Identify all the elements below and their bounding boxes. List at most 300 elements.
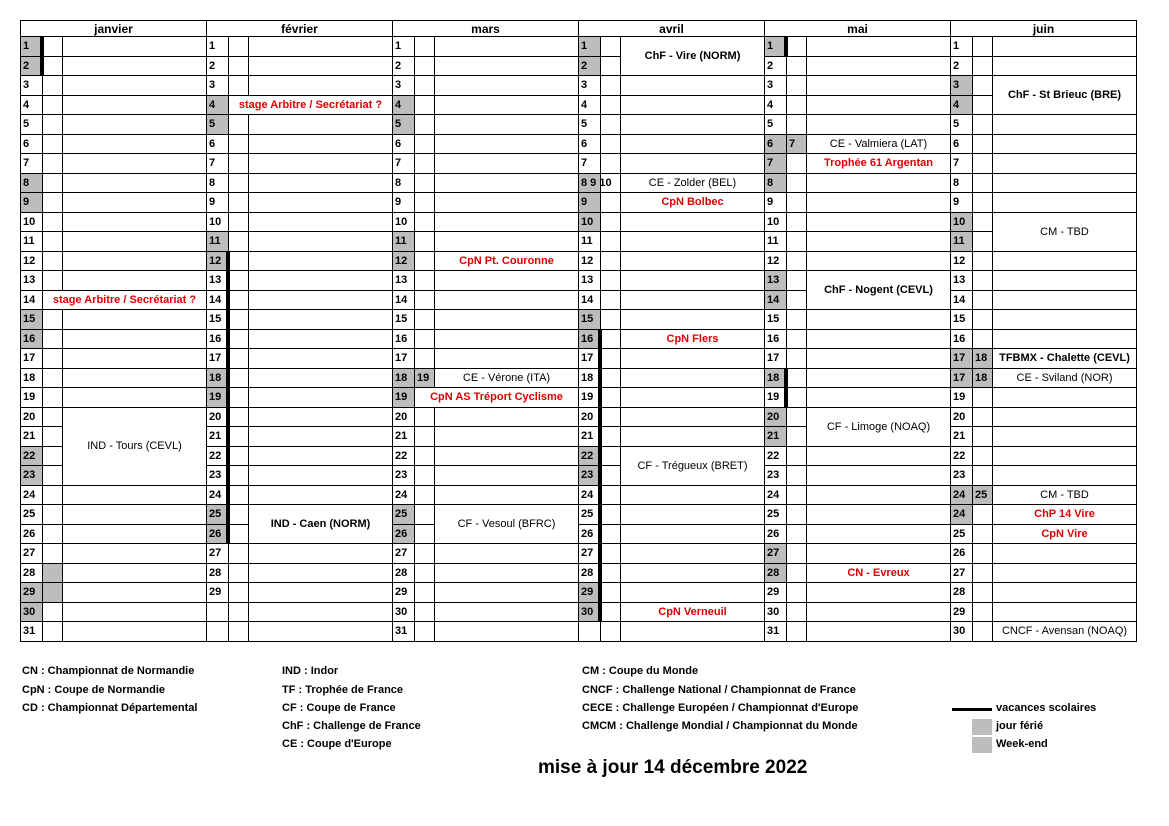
day-sub [414,75,435,96]
day-number: 14 [20,290,43,311]
day-sub [786,56,807,77]
day-sub [972,192,993,213]
empty-slot [248,251,393,272]
day-number: 5 [764,114,787,135]
day-sub [600,621,621,642]
day-sub [600,290,621,311]
legend-weekend: Week-end [996,738,1048,750]
day-number: 1 [206,36,229,57]
empty-slot [806,368,951,389]
empty-slot [620,270,765,291]
day-sub [786,153,807,174]
day-sub [42,153,63,174]
day-number: 12 [950,251,973,272]
day-number: 20 [578,407,601,428]
day-number: 23 [206,465,229,486]
empty-slot [248,368,393,389]
day-sub [600,114,621,135]
day-sub [786,426,807,447]
day-sub [42,485,63,506]
day-number: 10 [764,212,787,233]
day-number: 15 [950,309,973,330]
empty-slot [434,407,579,428]
day-sub [600,75,621,96]
empty-slot [434,621,579,642]
empty-slot [992,465,1137,486]
day-number: 5 [392,114,415,135]
day-sub [42,270,63,291]
day-sub [786,504,807,525]
day-number: 26 [20,524,43,545]
day-number: 16 [764,329,787,350]
empty-slot [62,134,207,155]
day-number: 8 [20,173,43,194]
vacation-bar [784,368,788,389]
empty-slot [62,36,207,57]
event: CF - Limoge (NOAQ) [806,407,951,447]
event: CN - Evreux [806,563,951,584]
day-number: 10 [20,212,43,233]
vacation-bar [598,426,602,447]
vacation-bar [598,446,602,467]
vacation-bar [598,465,602,486]
day-number: 5 [950,114,973,135]
empty-slot [992,602,1137,623]
day-sub: 7 [786,134,807,155]
day-number: 6 [578,134,601,155]
day-sub [228,368,249,389]
day-number: 5 [206,114,229,135]
empty-slot [620,309,765,330]
day-number: 9 [206,192,229,213]
day-sub [42,446,63,467]
empty-slot [806,95,951,116]
empty-slot [434,153,579,174]
day-number: 3 [206,75,229,96]
empty-slot [806,504,951,525]
empty-slot [248,387,393,408]
empty-slot [992,134,1137,155]
day-number: 9 [950,192,973,213]
day-number: 27 [764,543,787,564]
empty-slot [248,309,393,330]
empty-slot [620,290,765,311]
day-sub [786,309,807,330]
day-number: 24 [20,485,43,506]
day-sub [42,387,63,408]
empty-slot [620,407,765,428]
day-sub [600,329,621,350]
day-number: 19 [206,387,229,408]
day-sub [228,173,249,194]
day-sub [972,563,993,584]
legend-chf: ChF : Challenge de France [282,720,421,732]
day-sub [228,407,249,428]
day-number: 28 [578,563,601,584]
empty-slot [806,329,951,350]
holiday-swatch [972,719,992,735]
day-sub [42,114,63,135]
day-number: 13 [20,270,43,291]
day-sub [600,426,621,447]
legend-holiday: jour férié [996,720,1044,732]
vacation-bar [598,368,602,389]
day-sub [786,95,807,116]
day-number: 10 [950,212,973,233]
day-sub [42,173,63,194]
day-sub [42,95,63,116]
day-number: 17 [578,348,601,369]
empty-slot [248,192,393,213]
event: CpN Verneuil [620,602,765,623]
day-sub [42,426,63,447]
empty-slot [62,153,207,174]
empty-slot [620,231,765,252]
empty-slot [992,407,1137,428]
day-sub [600,231,621,252]
day-sub [228,563,249,584]
vacation-bar [598,563,602,584]
day-number: 27 [578,543,601,564]
event: CpN Bolbec [620,192,765,213]
day-sub: 18 [972,368,993,389]
empty-slot [806,192,951,213]
day-sub [228,270,249,291]
day-number: 5 [578,114,601,135]
day-number: 21 [206,426,229,447]
day-sub [228,543,249,564]
day-number: 20 [392,407,415,428]
day-sub [972,446,993,467]
day-sub [786,582,807,603]
day-sub [414,602,435,623]
event: CpN AS Tréport Cyclisme [414,387,579,408]
day-number: 9 [20,192,43,213]
day-sub [972,56,993,77]
day-number: 18 [206,368,229,389]
day-number: 28 [206,563,229,584]
empty-slot [248,465,393,486]
day-number: 30 [578,602,601,623]
vacation-bar [784,36,788,57]
day-number: 29 [206,582,229,603]
day-sub [228,134,249,155]
empty-slot [806,231,951,252]
vacation-bar [226,270,230,291]
day-sub [414,329,435,350]
day-number: 12 [764,251,787,272]
day-sub [228,446,249,467]
day-sub [972,407,993,428]
day-sub [786,329,807,350]
event: IND - Tours (CEVL) [62,407,207,486]
day-sub [972,290,993,311]
day-number: 8 [206,173,229,194]
day-sub [972,504,993,525]
event: ChP 14 Vire [992,504,1137,525]
empty-slot [992,309,1137,330]
day-number: 12 [578,251,601,272]
day-number: 22 [20,446,43,467]
day-number: 14 [578,290,601,311]
empty-slot [62,309,207,330]
day-number: 27 [20,543,43,564]
day-sub [42,563,63,584]
day-number: 2 [392,56,415,77]
vacation-bar [40,36,44,57]
day-sub [786,251,807,272]
day-number: 27 [950,563,973,584]
empty-slot [434,543,579,564]
day-sub [786,602,807,623]
day-sub [228,192,249,213]
day-sub [42,134,63,155]
day-number: 25 [950,524,973,545]
empty-slot [620,251,765,272]
empty-slot [248,75,393,96]
day-sub [972,134,993,155]
day-number: 2 [764,56,787,77]
vacation-bar [598,348,602,369]
day-number: 13 [764,270,787,291]
empty-slot [62,251,207,272]
day-sub: 25 [972,485,993,506]
event: CpN Flers [620,329,765,350]
legend-cf: CF : Coupe de France [282,702,396,714]
day-sub [42,309,63,330]
empty-slot [434,270,579,291]
empty-slot [806,543,951,564]
day-number: 17 [950,368,973,389]
day-number: 15 [764,309,787,330]
day-sub [600,153,621,174]
legend-cece: CECE : Challenge Européen / Championnat d'Europe [582,702,859,714]
day-sub [600,485,621,506]
day-number: 21 [950,426,973,447]
empty-slot [434,192,579,213]
day-number: 7 [392,153,415,174]
day-sub [42,407,63,428]
day-number: 30 [20,602,43,623]
day-number: 22 [764,446,787,467]
event: TFBMX - Chalette (CEVL) [992,348,1137,369]
day-sub: 18 [972,348,993,369]
day-number: 13 [578,270,601,291]
day-number: 20 [764,407,787,428]
empty-slot [806,212,951,233]
day-number: 10 [578,212,601,233]
day-sub [42,251,63,272]
day-number [578,621,601,642]
empty-slot [434,114,579,135]
day-sub [786,192,807,213]
day-sub [600,134,621,155]
empty-slot [992,173,1137,194]
empty-slot [248,56,393,77]
day-number: 24 [950,485,973,506]
empty-slot [248,134,393,155]
day-number: 15 [206,309,229,330]
day-sub [600,251,621,272]
event: CE - Zolder (BEL) [620,173,765,194]
day-sub [972,173,993,194]
day-sub [414,543,435,564]
day-number: 26 [764,524,787,545]
day-sub [414,504,435,525]
day-number: 20 [950,407,973,428]
empty-slot [620,621,765,642]
day-number: 18 [578,368,601,389]
month-header: janvier [20,20,207,37]
event: CF - Trégueux (BRET) [620,446,765,486]
day-number: 4 [392,95,415,116]
empty-slot [248,621,393,642]
day-sub [42,192,63,213]
vacation-bar [226,446,230,467]
day-sub [42,212,63,233]
day-sub [972,426,993,447]
empty-slot [620,114,765,135]
empty-slot [806,485,951,506]
day-number: 1 [950,36,973,57]
empty-slot [992,114,1137,135]
empty-slot [248,348,393,369]
day-number: 29 [392,582,415,603]
day-sub [972,114,993,135]
day-sub [600,602,621,623]
day-number: 1 [392,36,415,57]
day-number: 4 [20,95,43,116]
day-number: 16 [950,329,973,350]
day-sub [414,309,435,330]
day-number: 26 [392,524,415,545]
day-number: 19 [392,387,415,408]
event: CM - TBD [992,212,1137,252]
day-number: 24 [578,485,601,506]
day-number: 7 [764,153,787,174]
day-sub: 19 [414,368,435,389]
day-sub [414,582,435,603]
day-sub [600,36,621,57]
day-sub [972,153,993,174]
empty-slot [434,290,579,311]
day-sub [972,270,993,291]
legend-cmcm: CMCM : Challenge Mondial / Championnat du Monde [582,720,858,732]
day-sub [600,368,621,389]
day-sub [972,36,993,57]
day-number: 22 [392,446,415,467]
legend-cncf: CNCF : Challenge National / Championnat de France [582,684,856,696]
day-sub [600,95,621,116]
vacation-bar [226,329,230,350]
day-sub [972,465,993,486]
day-number: 26 [206,524,229,545]
vacation-bar [226,368,230,389]
empty-slot [434,95,579,116]
empty-slot [434,36,579,57]
day-sub [414,270,435,291]
day-number: 28 [392,563,415,584]
event: CpN Vire [992,524,1137,545]
empty-slot [62,582,207,603]
empty-slot [992,251,1137,272]
day-number: 24 [764,485,787,506]
vacation-bar [226,348,230,369]
day-sub [600,212,621,233]
empty-slot [62,114,207,135]
day-number: 6 [392,134,415,155]
empty-slot [62,212,207,233]
day-sub [600,563,621,584]
empty-slot [434,426,579,447]
day-number: 31 [764,621,787,642]
day-sub [228,114,249,135]
day-sub [42,329,63,350]
month-header: juin [950,20,1137,37]
day-number: 9 [764,192,787,213]
day-sub [786,114,807,135]
day-number: 1 [20,36,43,57]
day-number: 8 [764,173,787,194]
day-sub [42,36,63,57]
vacation-bar [226,309,230,330]
day-number [206,602,229,623]
day-sub [228,309,249,330]
empty-slot [62,602,207,623]
empty-slot [806,75,951,96]
day-number: 26 [950,543,973,564]
day-sub [786,446,807,467]
day-number: 3 [764,75,787,96]
day-number: 17 [392,348,415,369]
day-number: 24 [392,485,415,506]
day-sub [972,231,993,252]
day-sub [414,36,435,57]
vacation-bar [226,524,230,545]
empty-slot [620,563,765,584]
day-number: 3 [392,75,415,96]
day-number: 21 [764,426,787,447]
vacation-bar [226,426,230,447]
day-sub [972,95,993,116]
day-sub [786,173,807,194]
day-number: 14 [764,290,787,311]
day-number: 2 [950,56,973,77]
empty-slot [62,95,207,116]
vacation-bar [226,407,230,428]
day-sub [786,348,807,369]
empty-slot [620,95,765,116]
empty-slot [620,543,765,564]
empty-slot [434,75,579,96]
day-sub [228,621,249,642]
day-number: 17 [764,348,787,369]
day-number: 29 [950,602,973,623]
day-number: 17 [20,348,43,369]
day-sub [414,524,435,545]
day-sub [972,75,993,96]
event: CNCF - Avensan (NOAQ) [992,621,1137,642]
empty-slot [620,348,765,369]
day-number: 24 [206,485,229,506]
event: CpN Pt. Couronne [434,251,579,272]
empty-slot [806,114,951,135]
empty-slot [806,446,951,467]
update-date: mise à jour 14 décembre 2022 [538,757,808,778]
empty-slot [806,309,951,330]
empty-slot [992,387,1137,408]
empty-slot [62,348,207,369]
